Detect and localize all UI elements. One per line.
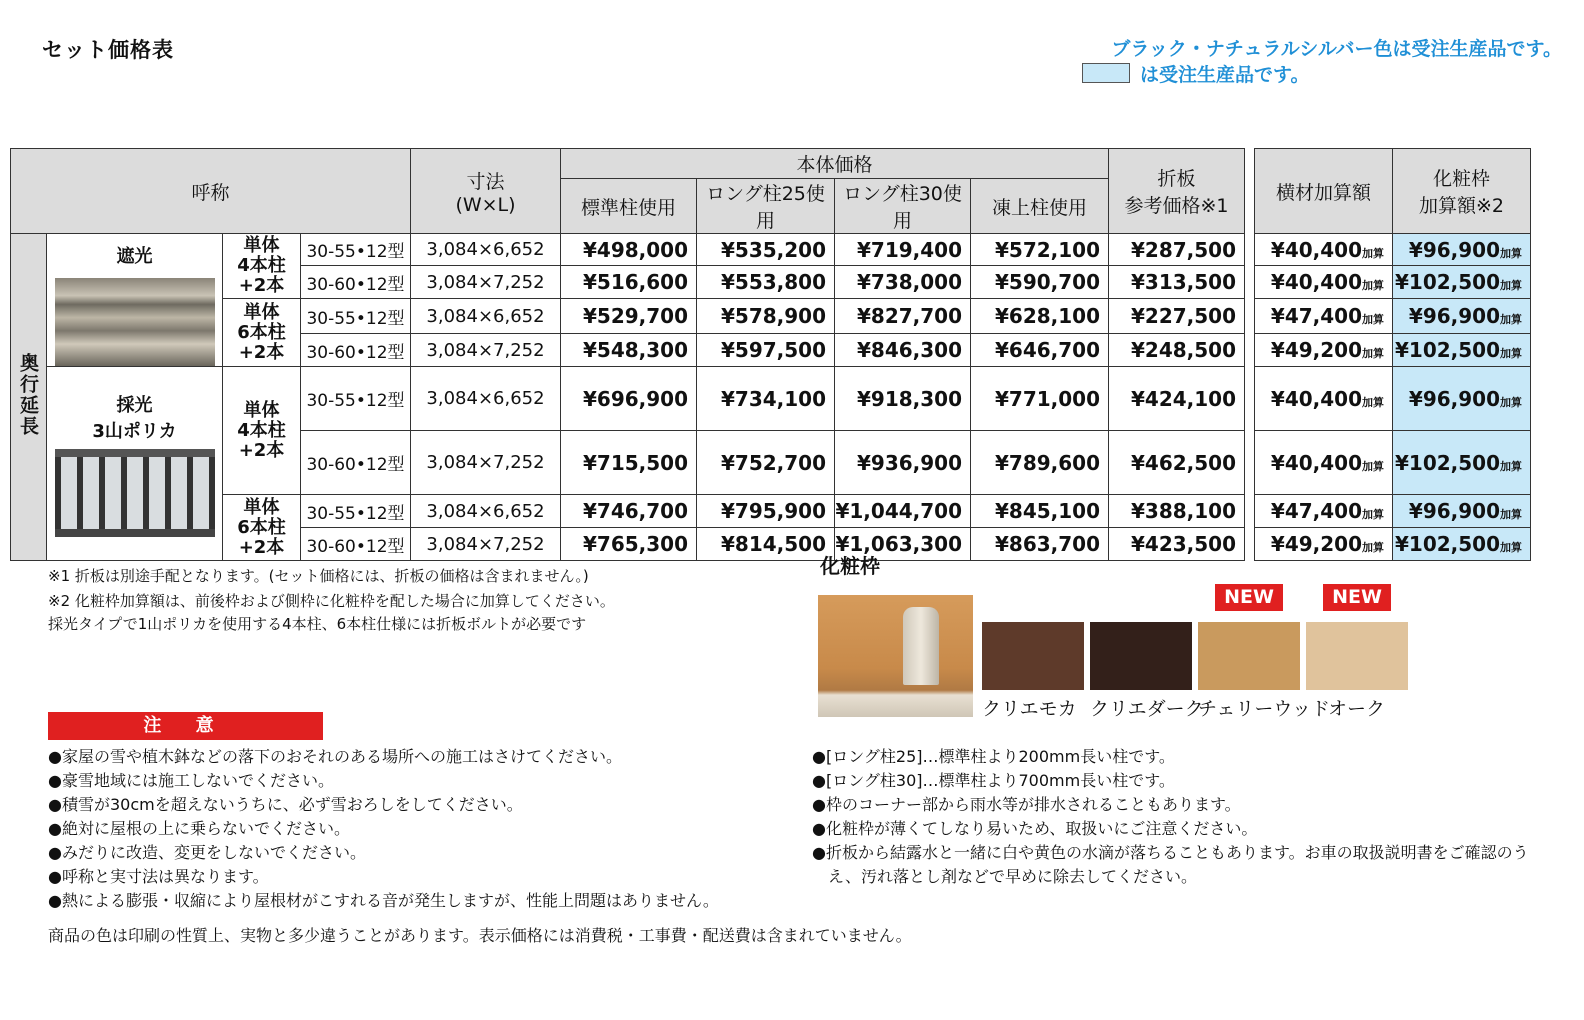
caution-item: ●家屋の雪や植木鉢などの落下のおそれのある場所への施工はさけてください。 [48,747,622,766]
price-makeup: ¥96,900加算 [1393,367,1531,431]
color-swatch-cherry [1198,622,1300,690]
price-table [10,148,1531,561]
price-long25: ¥597,500 [697,334,835,367]
header-name: 呼称 [11,149,411,234]
model-cell: 30-55•12型 [301,234,411,266]
caution-item: ●絶対に屋根の上に乗らないでください。 [48,819,350,838]
price-frost: ¥628,100 [971,299,1109,334]
frame-note: ●化粧枠が薄くてしなり易いため、取扱いにご注意ください。 [812,819,1258,838]
model-cell: 30-55•12型 [301,495,411,528]
price-std: ¥548,300 [561,334,697,367]
price-makeup: ¥96,900加算 [1393,299,1531,334]
footnote: ※2 化粧枠加算額は、前後枠および側枠に化粧枠を配した場合に加算してください。 [48,592,615,610]
price-fold: ¥227,500 [1109,299,1245,334]
price-long25: ¥535,200 [697,234,835,266]
caution-item: ●豪雪地域には施工しないでください。 [48,771,334,790]
color-swatch-oak [1306,622,1408,690]
column-gap [1245,266,1255,299]
category-label: 奥行延長 [11,234,47,561]
price-beam: ¥40,400加算 [1255,234,1393,266]
table-row [11,367,1531,431]
caution-item: ●積雪が30cmを超えないうちに、必ず雪おろしをしてください。 [48,795,523,814]
legend-swatch [1082,63,1130,83]
size-cell: 3,084×7,252 [411,431,561,495]
price-std: ¥498,000 [561,234,697,266]
model-cell: 30-60•12型 [301,528,411,561]
table-row [11,495,1531,528]
size-cell: 3,084×6,652 [411,367,561,431]
pillar-label: 単体 6本柱 +2本 [223,299,301,367]
price-long25: ¥795,900 [697,495,835,528]
price-beam: ¥40,400加算 [1255,367,1393,431]
caution-label: 注 意 [48,712,323,740]
pillar-label: 単体 4本柱 +2本 [223,234,301,299]
price-frost: ¥572,100 [971,234,1109,266]
price-frost: ¥845,100 [971,495,1109,528]
header-body-price: 本体価格 [561,149,1109,179]
frame-notes [812,745,1529,889]
order-note: ブラック・ナチュラルシルバー色は受注生産品です。 [1111,38,1562,60]
size-cell: 3,084×7,252 [411,266,561,299]
header-fold: 折板 参考価格※1 [1109,149,1245,234]
price-makeup: ¥96,900加算 [1393,234,1531,266]
header-beam: 横材加算額 [1255,149,1393,234]
price-fold: ¥462,500 [1109,431,1245,495]
color-label: クリエモカ [982,698,1077,720]
price-fold: ¥287,500 [1109,234,1245,266]
frame-photo [818,595,973,717]
shade-roof-image [55,278,215,366]
model-cell: 30-60•12型 [301,431,411,495]
price-std: ¥746,700 [561,495,697,528]
light-roof-image [55,449,215,537]
model-cell: 30-55•12型 [301,367,411,431]
price-frost: ¥590,700 [971,266,1109,299]
header-frost: 凍上柱使用 [971,179,1109,234]
price-fold: ¥313,500 [1109,266,1245,299]
pillar-label: 単体 6本柱 +2本 [223,495,301,561]
roof-type-cell [47,234,223,367]
roof-type-cell [47,367,223,561]
color-label: クリエダーク [1090,698,1204,720]
price-beam: ¥47,400加算 [1255,495,1393,528]
roof-type-label: 採光 [116,394,153,416]
new-badge: NEW [1215,584,1283,611]
price-long30: ¥1,063,300 [835,528,971,561]
price-std: ¥715,500 [561,431,697,495]
price-table-body [11,234,1531,561]
column-gap [1245,367,1255,431]
size-cell: 3,084×6,652 [411,299,561,334]
column-gap [1245,299,1255,334]
price-long30: ¥738,000 [835,266,971,299]
column-gap [1245,149,1255,234]
size-cell: 3,084×6,652 [411,234,561,266]
header-makeup: 化粧枠 加算額※2 [1393,149,1531,234]
color-label: オーク [1328,698,1386,720]
price-makeup: ¥102,500加算 [1393,334,1531,367]
caution-item: ●みだりに改造、変更をしないでください。 [48,843,366,862]
footnote: ※1 折板は別途手配となります。(セット価格には、折板の価格は含まれません。) [48,567,589,585]
price-disclaimer: 商品の色は印刷の性質上、実物と多少違うことがあります。表示価格には消費税・工事費・配送費は含まれていません。 [48,926,912,945]
price-long25: ¥814,500 [697,528,835,561]
legend-row [1082,62,1309,84]
pillar-label: 単体 4本柱 +2本 [223,367,301,495]
price-long30: ¥827,700 [835,299,971,334]
roof-type-sub: 3山ポリカ [92,420,177,442]
frame-title: 化粧枠 [820,554,880,578]
price-fold: ¥424,100 [1109,367,1245,431]
price-std: ¥765,300 [561,528,697,561]
model-cell: 30-60•12型 [301,334,411,367]
new-badge: NEW [1323,584,1391,611]
size-cell: 3,084×7,252 [411,528,561,561]
roof-type-label: 遮光 [116,246,153,267]
column-gap [1245,431,1255,495]
frame-note: ●枠のコーナー部から雨水等が排水されることもあります。 [812,795,1241,814]
price-long30: ¥846,300 [835,334,971,367]
color-label: チェリーウッド [1198,698,1331,720]
caution-item: ●呼称と実寸法は異なります。 [48,867,269,886]
price-beam: ¥40,400加算 [1255,266,1393,299]
model-cell: 30-60•12型 [301,266,411,299]
price-long25: ¥734,100 [697,367,835,431]
price-beam: ¥49,200加算 [1255,528,1393,561]
price-long30: ¥719,400 [835,234,971,266]
price-std: ¥529,700 [561,299,697,334]
price-beam: ¥49,200加算 [1255,334,1393,367]
table-row [11,234,1531,266]
color-swatch-dark [1090,622,1192,690]
color-swatch-mocha [982,622,1084,690]
size-cell: 3,084×6,652 [411,495,561,528]
price-fold: ¥388,100 [1109,495,1245,528]
price-frost: ¥789,600 [971,431,1109,495]
price-long30: ¥1,044,700 [835,495,971,528]
price-makeup: ¥102,500加算 [1393,431,1531,495]
price-std: ¥696,900 [561,367,697,431]
price-long25: ¥752,700 [697,431,835,495]
price-makeup: ¥96,900加算 [1393,495,1531,528]
header-long30: ロング柱30使用 [835,179,971,234]
caution-list [48,745,719,913]
price-long30: ¥918,300 [835,367,971,431]
price-long25: ¥553,800 [697,266,835,299]
model-cell: 30-55•12型 [301,299,411,334]
price-long25: ¥578,900 [697,299,835,334]
price-frost: ¥771,000 [971,367,1109,431]
footnote: 採光タイプで1山ポリカを使用する4本柱、6本柱仕様には折板ボルトが必要です [48,615,587,633]
price-long30: ¥936,900 [835,431,971,495]
frame-note: え、汚れ落とし剤などで早めに除去してください。 [828,867,1197,886]
page-title: セット価格表 [42,38,174,62]
header-size: 寸法 (W×L) [411,149,561,234]
price-fold: ¥423,500 [1109,528,1245,561]
price-frost: ¥646,700 [971,334,1109,367]
price-frost: ¥863,700 [971,528,1109,561]
header-std: 標準柱使用 [561,179,697,234]
legend-text: は受注生産品です。 [1140,63,1310,86]
price-beam: ¥40,400加算 [1255,431,1393,495]
frame-note: ●[ロング柱25]…標準柱より200mm長い柱です。 [812,747,1175,766]
header-long25: ロング柱25使用 [697,179,835,234]
caution-item: ●熱による膨張・収縮により屋根材がこすれる音が発生しますが、性能上問題はありません。 [48,891,719,910]
frame-note: ●折板から結露水と一緒に白や黄色の水滴が落ちることもあります。お車の取扱説明書をご確認のう [812,843,1529,862]
frame-note: ●[ロング柱30]…標準柱より700mm長い柱です。 [812,771,1175,790]
price-makeup: ¥102,500加算 [1393,528,1531,561]
size-cell: 3,084×7,252 [411,334,561,367]
table-row [11,299,1531,334]
column-gap [1245,495,1255,528]
column-gap [1245,528,1255,561]
price-makeup: ¥102,500加算 [1393,266,1531,299]
price-std: ¥516,600 [561,266,697,299]
price-fold: ¥248,500 [1109,334,1245,367]
column-gap [1245,334,1255,367]
column-gap [1245,234,1255,266]
price-beam: ¥47,400加算 [1255,299,1393,334]
